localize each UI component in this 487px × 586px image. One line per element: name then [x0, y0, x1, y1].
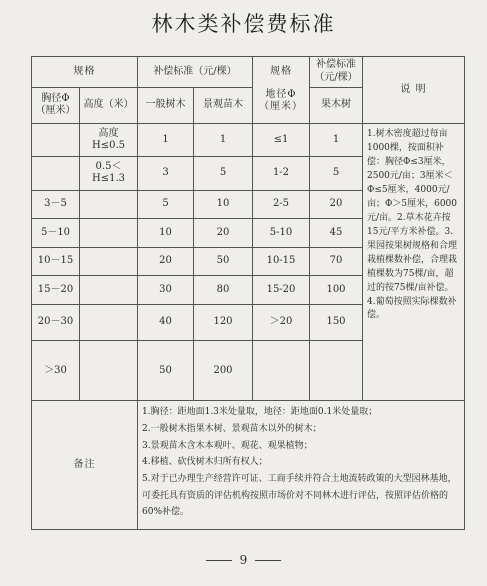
cell-general: 40 [138, 304, 194, 341]
page-number-dash-right [255, 560, 281, 561]
table-row [32, 124, 465, 157]
header-spec-2 [253, 57, 310, 124]
cell-fruit: 150 [310, 304, 363, 341]
cell-general: 5 [138, 190, 194, 219]
header-fruit-tree: 果木树 [310, 87, 363, 124]
page-title: 林木类补偿费标准 [151, 12, 336, 36]
cell-general: 20 [138, 247, 194, 276]
cell-height [80, 219, 138, 248]
cell-diam [32, 124, 80, 157]
cell-height [80, 190, 138, 219]
note-item: 5.对于已办理生产经营许可证、工商手续并符合土地流转政策的大型园林基地，可委托具有资质的评估机构按照市场价对不同林木进行评估，按照评估价格的60%补偿。 [142, 474, 457, 518]
header-remarks: 说 明 [363, 57, 465, 124]
cell-fruit: 20 [310, 190, 363, 219]
cell-general: 1 [138, 124, 194, 157]
cell-general: 10 [138, 219, 194, 248]
header-row-1 [32, 57, 465, 88]
cell-general: 30 [138, 276, 194, 305]
cell-fruit: 1 [310, 124, 363, 157]
cell-ground: ≤1 [253, 124, 310, 157]
cell-general: 50 [138, 341, 194, 401]
cell-height [80, 341, 138, 401]
header-landscape-seedling: 景观苗木 [194, 87, 253, 124]
cell-ground: ＞20 [253, 304, 310, 341]
cell-landscape: 80 [194, 276, 253, 305]
cell-diam [32, 156, 80, 190]
cell-landscape: 120 [194, 304, 253, 341]
header-comp-std-2: 补偿标准（元/棵） [310, 57, 363, 88]
header-breast-diameter: 胸径Φ（厘米） [32, 87, 80, 124]
header-spec: 规格 [32, 57, 138, 88]
note-item: 3.景观苗木含木本观叶、观花、观果植物； [142, 440, 313, 451]
compensation-table [31, 56, 465, 530]
cell-landscape: 1 [194, 124, 253, 157]
page-number [0, 553, 487, 567]
cell-diam: 10－15 [32, 247, 80, 276]
cell-general: 3 [138, 156, 194, 190]
cell-height: 高度 H≤0.5 [80, 124, 138, 157]
note-item: 4.移植、砍伐树木归所有权人； [142, 457, 268, 468]
note-item: 2.一般树木指果木树、景观苗木以外的树木； [142, 424, 322, 435]
notes-row [32, 401, 465, 530]
cell-height [80, 247, 138, 276]
cell-ground [253, 341, 310, 401]
cell-landscape: 5 [194, 156, 253, 190]
notes-label: 备注 [32, 401, 138, 530]
header-spec-2-label: 规格 [270, 66, 292, 78]
header-general-tree: 一般树木 [138, 87, 194, 124]
cell-height [80, 304, 138, 341]
cell-diam: ＞30 [32, 341, 80, 401]
cell-diam: 5－10 [32, 219, 80, 248]
header-height: 高度（米） [80, 87, 138, 124]
page-number-dash-left [206, 560, 232, 561]
cell-ground: 1-2 [253, 156, 310, 190]
cell-height [80, 276, 138, 305]
cell-height: 0.5＜H≤1.3 [80, 156, 138, 190]
cell-landscape: 10 [194, 190, 253, 219]
cell-diam: 15－20 [32, 276, 80, 305]
cell-fruit [310, 341, 363, 401]
cell-landscape: 200 [194, 341, 253, 401]
cell-diam: 3－5 [32, 190, 80, 219]
cell-diam: 20－30 [32, 304, 80, 341]
cell-ground: 2-5 [253, 190, 310, 219]
notes-cell [138, 401, 465, 530]
cell-ground: 5-10 [253, 219, 310, 248]
cell-landscape: 50 [194, 247, 253, 276]
cell-fruit: 100 [310, 276, 363, 305]
cell-landscape: 20 [194, 219, 253, 248]
cell-fruit: 70 [310, 247, 363, 276]
cell-ground: 15-20 [253, 276, 310, 305]
cell-fruit: 45 [310, 219, 363, 248]
header-ground-diameter: 地径Φ（厘米） [259, 88, 303, 113]
note-item: 1.胸径：距地面1.3米处量取，地径：距地面0.1米处量取； [142, 407, 378, 418]
cell-ground: 10-15 [253, 247, 310, 276]
cell-fruit: 5 [310, 156, 363, 190]
description-cell: 1.树木密度超过每亩1000棵，按面积补偿：胸径Φ≤3厘米，2500元/亩；3厘米＜Φ≤5厘米，4000元/亩；Φ＞5厘米，6000元/亩。2.草木花卉按15元/平方米补偿。3.果园按果树规格和合理栽植棵数补偿，合理栽植棵数为75棵/亩，超过的按75棵/亩补偿。4.葡萄按照实际棵数补偿。 [363, 124, 465, 401]
header-comp-std: 补偿标准（元/棵） [138, 57, 253, 88]
page-number-value: 9 [239, 553, 248, 567]
